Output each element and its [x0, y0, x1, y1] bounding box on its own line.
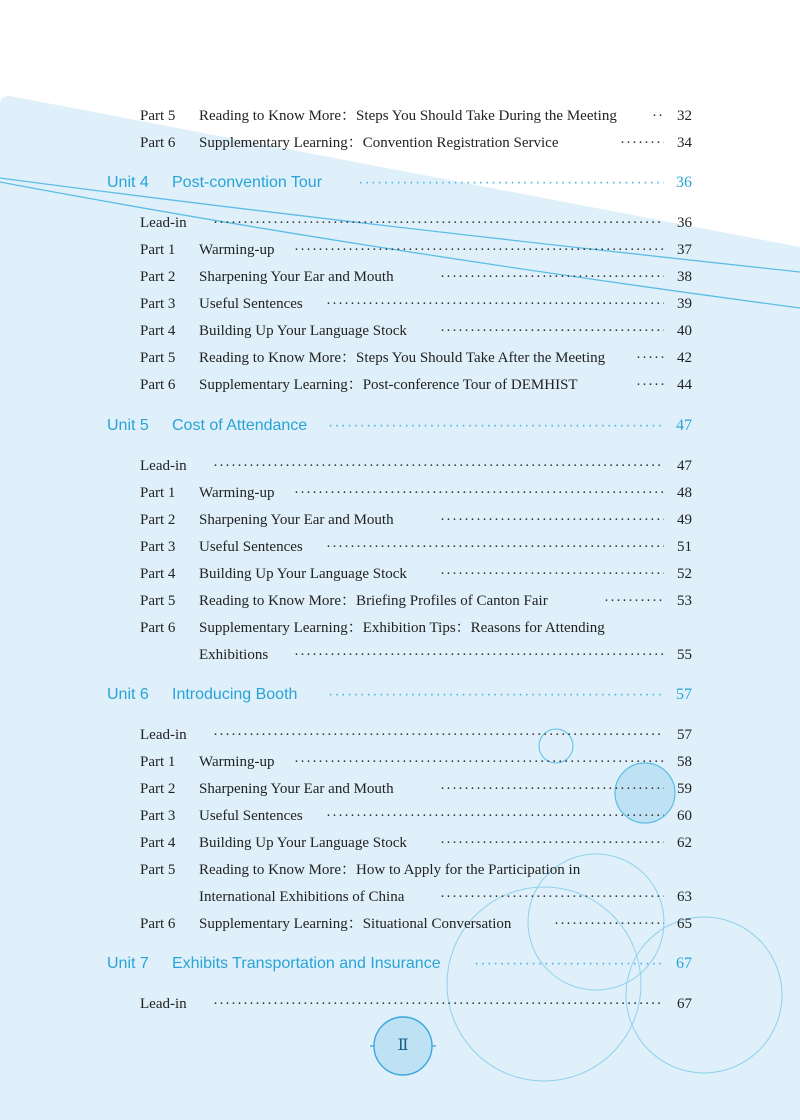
toc-entry[interactable]	[0, 480, 800, 506]
page-reference: 59	[677, 781, 692, 797]
page-reference: 44	[677, 377, 692, 393]
dot-leader	[213, 991, 664, 1017]
dot-leader	[440, 884, 664, 910]
page-reference: 57	[677, 727, 692, 743]
part-label: Part 3	[140, 808, 176, 824]
toc-entry[interactable]	[0, 210, 800, 236]
page-reference: 40	[677, 323, 692, 339]
dot-leader	[604, 588, 664, 614]
toc-entry[interactable]	[0, 749, 800, 775]
toc-entry[interactable]	[0, 345, 800, 371]
toc-unit-heading[interactable]	[0, 170, 800, 196]
dot-leader	[440, 561, 664, 587]
dot-leader	[620, 130, 664, 156]
entry-title: Sharpening Your Ear and Mouth	[199, 781, 394, 797]
dot-leader	[213, 722, 664, 748]
entry-title: Building Up Your Language Stock	[199, 566, 407, 582]
part-label: Part 1	[140, 485, 176, 501]
toc-entry[interactable]	[0, 588, 800, 614]
toc-unit-heading[interactable]	[0, 413, 800, 439]
dot-leader	[440, 507, 664, 533]
toc-unit-heading[interactable]	[0, 951, 800, 977]
page-reference: 67	[677, 996, 692, 1012]
entry-title: Reading to Know More：Briefing Profiles of Canton Fair	[199, 593, 548, 609]
entry-title: Post-convention Tour	[172, 174, 323, 191]
page-reference: 57	[676, 686, 692, 703]
unit-label: Unit 6	[107, 686, 149, 703]
toc-entry[interactable]	[0, 534, 800, 560]
page-reference: 49	[677, 512, 692, 528]
toc-entry[interactable]	[0, 722, 800, 748]
toc-entry[interactable]	[0, 264, 800, 290]
entry-title: Supplementary Learning：Post-conference Tour of DEMHIST	[199, 377, 578, 393]
dot-leader	[328, 682, 664, 708]
entry-title: Warming-up	[199, 485, 275, 501]
entry-title: Useful Sentences	[199, 539, 303, 555]
page-reference: 65	[677, 916, 692, 932]
part-label: Part 2	[140, 269, 176, 285]
entry-title: Exhibitions	[199, 647, 269, 663]
dot-leader	[328, 413, 664, 439]
toc-entry[interactable]	[0, 453, 800, 479]
page-reference: 37	[677, 242, 692, 258]
dot-leader	[294, 237, 664, 263]
part-label: Part 4	[140, 566, 176, 582]
part-label: Lead-in	[140, 996, 187, 1012]
toc-entry[interactable]	[0, 991, 800, 1017]
page-reference: 55	[677, 647, 692, 663]
entry-title: International Exhibitions of China	[199, 889, 405, 905]
toc-entry[interactable]	[0, 857, 800, 883]
dot-leader	[440, 776, 664, 802]
page-number: Ⅱ	[397, 1037, 409, 1054]
entry-title: Cost of Attendance	[172, 417, 308, 434]
part-label: Part 2	[140, 781, 176, 797]
toc-unit-heading[interactable]	[0, 682, 800, 708]
dot-leader	[440, 264, 664, 290]
toc-entry[interactable]	[0, 291, 800, 317]
entry-title: Sharpening Your Ear and Mouth	[199, 512, 394, 528]
toc-entry[interactable]	[0, 318, 800, 344]
unit-label: Unit 5	[107, 417, 149, 434]
part-label: Part 6	[140, 377, 176, 393]
page-reference: 53	[677, 593, 692, 609]
entry-title: Supplementary Learning：Exhibition Tips：Reasons for Attending	[199, 620, 605, 636]
dot-leader	[294, 642, 664, 668]
toc-entry[interactable]	[0, 803, 800, 829]
page-reference: 67	[676, 955, 692, 972]
page-reference: 63	[677, 889, 692, 905]
toc-entry[interactable]	[0, 237, 800, 263]
dot-leader	[636, 345, 664, 371]
page-reference: 36	[676, 174, 692, 191]
page-reference: 48	[677, 485, 692, 501]
page-reference: 38	[677, 269, 692, 285]
part-label: Lead-in	[140, 727, 187, 743]
unit-label: Unit 4	[107, 174, 149, 191]
toc-entry[interactable]	[0, 507, 800, 533]
page-reference: 32	[677, 108, 692, 124]
entry-title: Useful Sentences	[199, 296, 303, 312]
entry-title: Supplementary Learning：Situational Conversation	[199, 916, 512, 932]
page-reference: 39	[677, 296, 692, 312]
page-reference: 62	[677, 835, 692, 851]
part-label: Part 2	[140, 512, 176, 528]
dot-leader	[440, 318, 664, 344]
part-label: Part 4	[140, 323, 176, 339]
entry-title: Warming-up	[199, 754, 275, 770]
dot-leader	[326, 803, 664, 829]
page-reference: 52	[677, 566, 692, 582]
toc-entry[interactable]	[0, 130, 800, 156]
dot-leader	[213, 210, 664, 236]
dot-leader	[554, 911, 664, 937]
dot-leader	[294, 749, 664, 775]
part-label: Part 3	[140, 539, 176, 555]
part-label: Part 5	[140, 862, 176, 878]
part-label: Part 5	[140, 350, 176, 366]
entry-title: Reading to Know More：Steps You Should Take After the Meeting	[199, 350, 606, 366]
toc-entry[interactable]	[0, 776, 800, 802]
part-label: Part 5	[140, 108, 176, 124]
dot-leader	[294, 480, 664, 506]
part-label: Part 3	[140, 296, 176, 312]
toc-entry-continuation[interactable]	[0, 884, 800, 910]
page-reference: 36	[677, 215, 692, 231]
entry-title: Useful Sentences	[199, 808, 303, 824]
part-label: Part 6	[140, 135, 176, 151]
toc-entry[interactable]	[0, 103, 800, 129]
dot-leader	[326, 291, 664, 317]
toc-entry-continuation[interactable]	[0, 642, 800, 668]
entry-title: Warming-up	[199, 242, 275, 258]
part-label: Part 1	[140, 242, 176, 258]
dot-leader	[636, 372, 664, 398]
page-reference: 47	[677, 458, 692, 474]
entry-title: Building Up Your Language Stock	[199, 323, 407, 339]
toc-entry[interactable]	[0, 561, 800, 587]
entry-title: Exhibits Transportation and Insurance	[172, 955, 441, 972]
page-reference: 51	[677, 539, 692, 555]
dot-leader	[326, 534, 664, 560]
page-reference: 34	[677, 135, 692, 151]
toc-entry[interactable]	[0, 615, 800, 641]
dot-leader	[358, 170, 664, 196]
dot-leader	[474, 951, 664, 977]
page-reference: 60	[677, 808, 692, 824]
part-label: Part 1	[140, 754, 176, 770]
page-reference: 42	[677, 350, 692, 366]
part-label: Part 6	[140, 916, 176, 932]
entry-title: Sharpening Your Ear and Mouth	[199, 269, 394, 285]
entry-title: Introducing Booth	[172, 686, 298, 703]
part-label: Lead-in	[140, 458, 187, 474]
toc-entry[interactable]	[0, 830, 800, 856]
unit-label: Unit 7	[107, 955, 149, 972]
part-label: Part 5	[140, 593, 176, 609]
toc-entry[interactable]	[0, 372, 800, 398]
entry-title: Reading to Know More：How to Apply for the Participation in	[199, 862, 581, 878]
toc-entry[interactable]	[0, 911, 800, 937]
dot-leader	[652, 103, 664, 129]
entry-title: Building Up Your Language Stock	[199, 835, 407, 851]
part-label: Part 4	[140, 835, 176, 851]
dot-leader	[213, 453, 664, 479]
part-label: Lead-in	[140, 215, 187, 231]
page-reference: 47	[676, 417, 692, 434]
entry-title: Supplementary Learning：Convention Registration Service	[199, 135, 559, 151]
page-reference: 58	[677, 754, 692, 770]
dot-leader	[440, 830, 664, 856]
entry-title: Reading to Know More：Steps You Should Take During the Meeting	[199, 108, 617, 124]
part-label: Part 6	[140, 620, 176, 636]
